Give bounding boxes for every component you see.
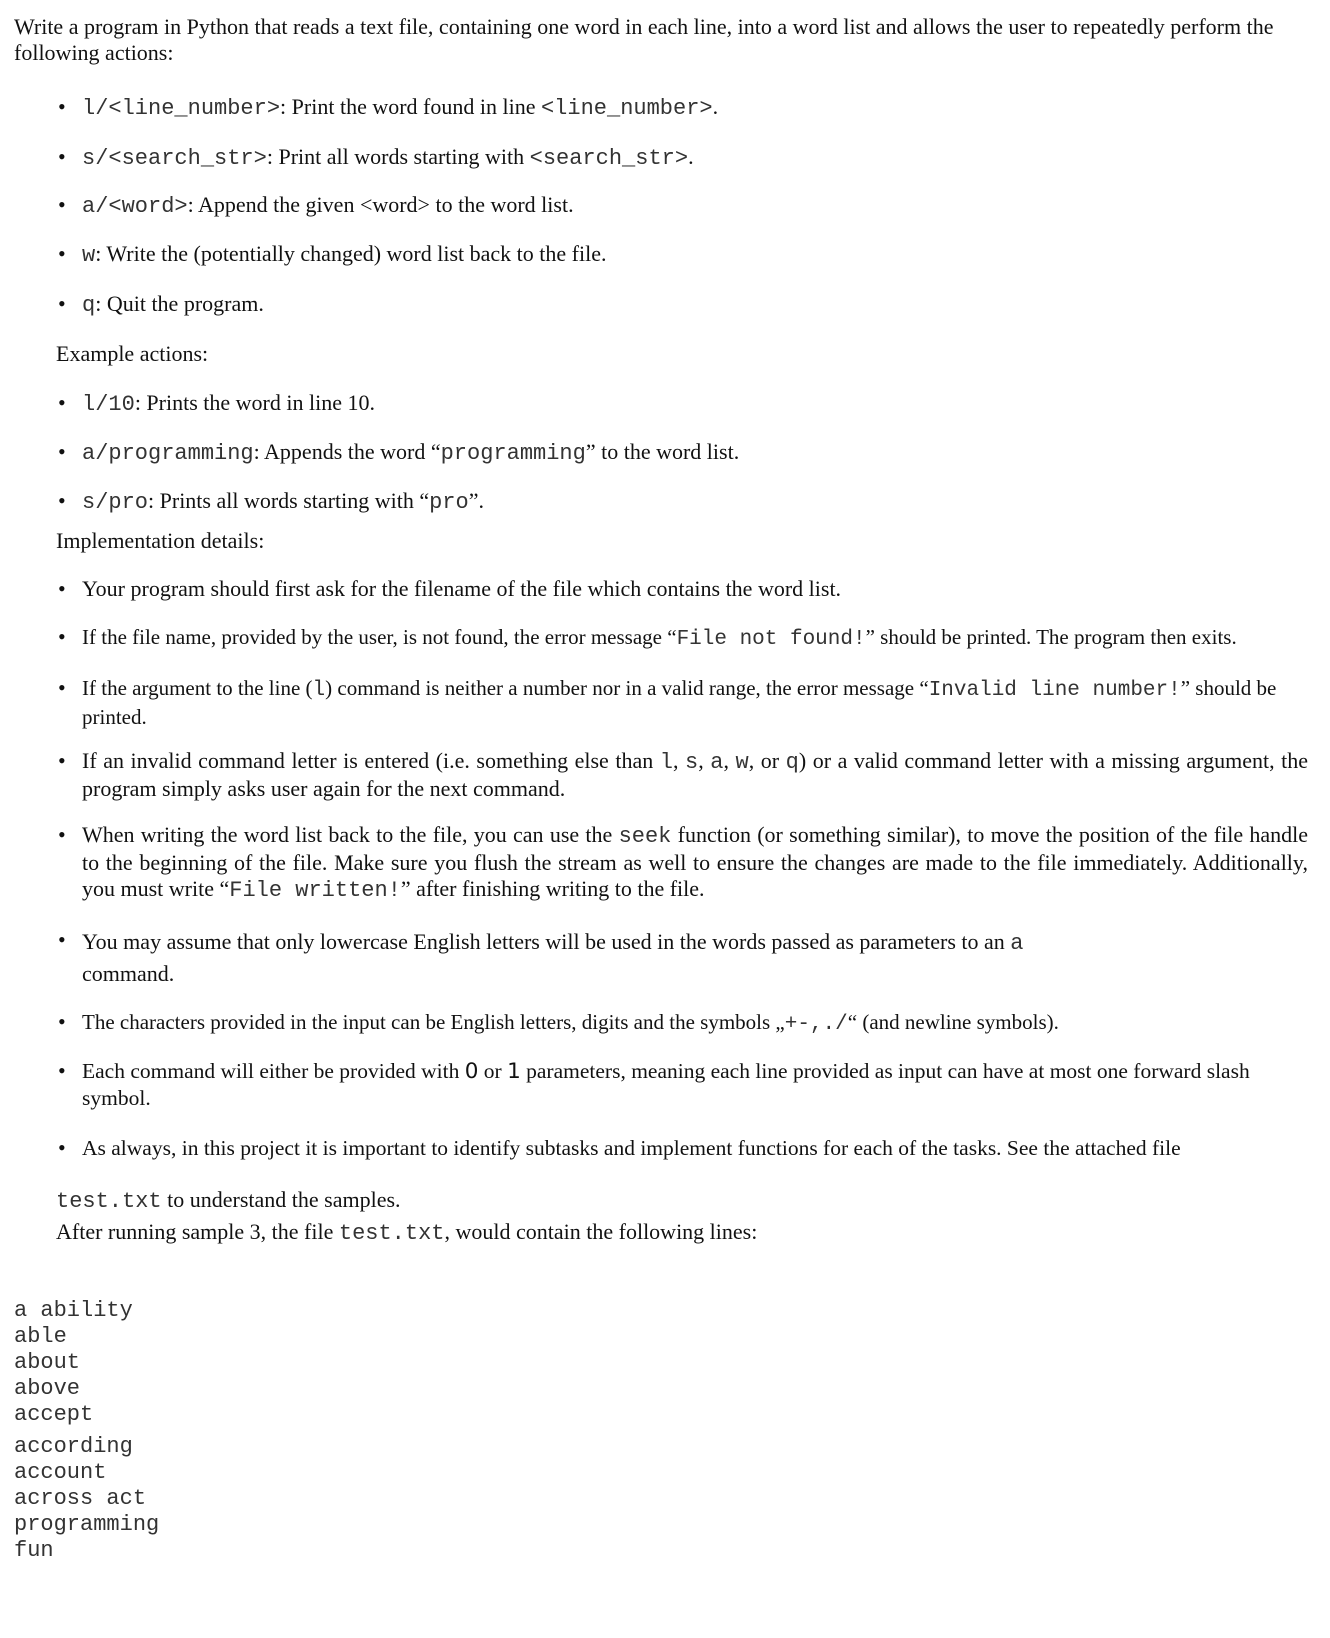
file-line: across act [14, 1486, 147, 1511]
bullet-icon: • [58, 439, 66, 464]
result-note: After running sample 3, the file test.txt, would contain the following lines: [56, 1219, 758, 1246]
bullet-icon: • [58, 576, 66, 601]
bullet-icon: • [58, 624, 66, 649]
bullet-icon: • [58, 748, 66, 773]
bullet-icon: • [58, 390, 66, 415]
bullet-icon: • [58, 241, 66, 266]
bullet-icon: • [58, 1058, 66, 1083]
bullet-icon: • [58, 927, 66, 952]
bullet-icon: • [58, 94, 66, 119]
file-line: accept [14, 1402, 94, 1427]
file-line: account [14, 1460, 107, 1485]
file-line: programming [14, 1512, 160, 1537]
bullet-icon: • [58, 1009, 66, 1034]
example-heading: Example actions: [56, 341, 209, 366]
bullet-icon: • [58, 1135, 66, 1160]
file-line: a ability [14, 1298, 133, 1323]
implementation-heading: Implementation details: [56, 528, 265, 553]
bullet-icon: • [58, 822, 66, 847]
intro-paragraph: Write a program in Python that reads a text file, containing one word in each line, into a word list and allows the user to repeatedly perform the following actions: [14, 14, 1274, 65]
bullet-icon: • [58, 192, 66, 217]
file-line: about [14, 1350, 81, 1375]
file-line: according [14, 1434, 133, 1459]
samples-note: test.txt to understand the samples. [56, 1187, 401, 1214]
file-line: able [14, 1324, 67, 1349]
file-line: fun [14, 1538, 54, 1563]
bullet-icon: • [58, 291, 66, 316]
bullet-icon: • [58, 488, 66, 513]
bullet-icon: • [58, 675, 66, 700]
bullet-icon: • [58, 144, 66, 169]
file-contents [14, 1298, 159, 1564]
file-line: above [14, 1376, 81, 1401]
